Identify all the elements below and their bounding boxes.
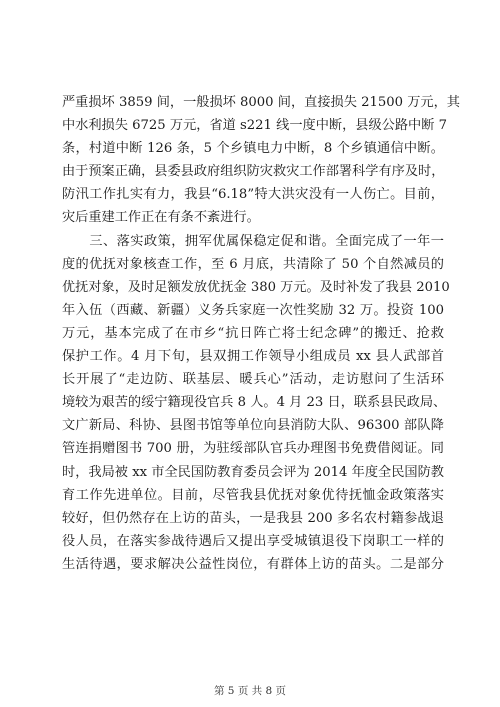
paragraph-line: 严重损坏 3859 间，一般损坏 8000 间，直接损失 21500 万元，其 — [62, 95, 460, 110]
paragraph-line: 防汛工作扎实有力，我县“6.18”特大洪灾没有一人伤亡。目前， — [62, 187, 444, 203]
paragraph-line: 年入伍（西藏、新疆）义务兵家庭一次性奖励 32 万。投资 100 — [62, 302, 444, 318]
paragraph-line: 管连捐赠图书 700 册，为驻绥部队官兵办理图书免费借阅证。同 — [62, 441, 444, 457]
paragraph-line: 万元，基本完成了在市乡“抗日阵亡将士纪念碑”的搬迁、抢救 — [62, 325, 444, 341]
page-footer: 第 5 页 共 8 页 — [213, 685, 287, 697]
paragraph-line: 灾后重建工作正在有条不紊进行。 — [62, 210, 260, 226]
paragraph-line: 保护工作。4 月下旬，县双拥工作领导小组成员 xx 县人武部首 — [62, 349, 444, 365]
document-body — [62, 91, 460, 576]
paragraph-line: 育工作先进单位。目前，尽管我县优抚对象优待抚恤金政策落实 — [62, 487, 444, 503]
paragraph-line: 较好，但仍然存在上访的苗头，一是我县 200 多名农村籍参战退 — [62, 510, 444, 526]
paragraph-line: 文广新局、科协、县图书馆等单位向县消防大队、96300 部队降 — [62, 418, 444, 434]
paragraph-line: 条，村道中断 126 条，5 个乡镇电力中断，8 个乡镇通信中断。 — [62, 141, 444, 157]
paragraph-line: 三、落实政策，拥军优属保稳定促和谐。全面完成了一年一 — [62, 233, 444, 249]
paragraph-line: 中水利损失 6725 万元，省道 s221 线一度中断，县级公路中断 7 — [62, 118, 447, 134]
paragraph-line: 优抚对象，及时足额发放优抚金 380 万元。及时补发了我县 2010 — [62, 279, 450, 295]
paragraph-line: 生活待遇，要求解决公益性岗位，有群体上访的苗头。二是部分 — [62, 556, 444, 572]
paragraph-line: 由于预案正确，县委县政府组织防灾救灾工作部署科学有序及时， — [62, 164, 445, 180]
paragraph-line: 长开展了“走边防、联基层、暖兵心”活动，走访慰问了生活环 — [62, 372, 444, 388]
paragraph-line: 度的优抚对象核查工作，至 6 月底，共清除了 50 个自然减员的 — [62, 256, 444, 272]
paragraph-line: 时，我局被 xx 市全民国防教育委员会评为 2014 年度全民国防教 — [62, 464, 444, 480]
paragraph-line: 役人员，在落实参战待遇后又提出享受城镇退役下岗职工一样的 — [62, 533, 444, 549]
paragraph-line: 境较为艰苦的绥宁籍现役官兵 8 人。4 月 23 日，联系县民政局、 — [62, 395, 447, 411]
